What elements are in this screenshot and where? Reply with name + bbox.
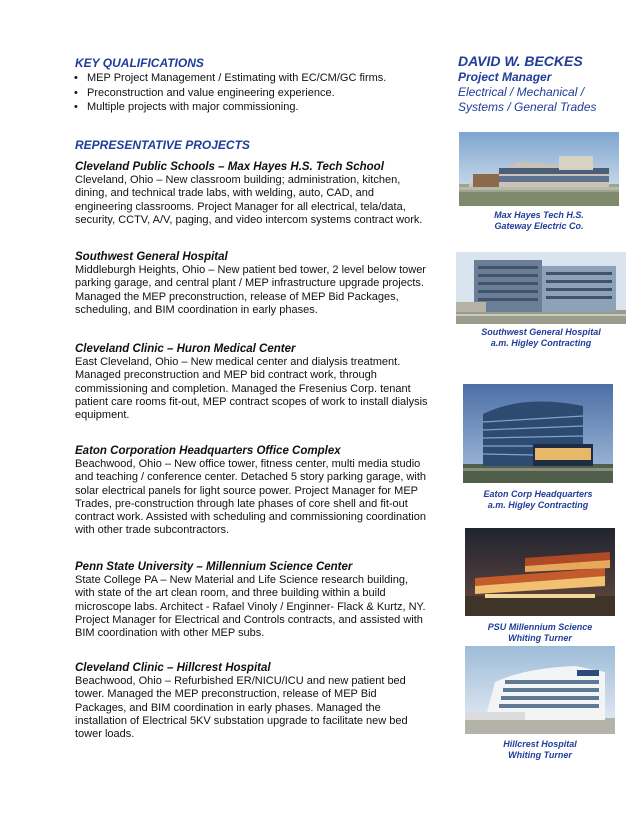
project-line: solar electrical panels for light source power. Project Manager for MEP — [75, 484, 418, 497]
photo-caption — [459, 210, 619, 232]
eaton-headquarters-photo — [463, 384, 613, 483]
caption-line: Southwest General Hospital — [481, 327, 601, 337]
project-line: and teaching / conference center. Detached 5 story parking garage, with — [75, 471, 426, 484]
caption-line: Max Hayes Tech H.S. — [494, 210, 584, 220]
project-line: East Cleveland, Ohio – New medical center and dialysis treatment. — [75, 356, 401, 368]
project-line: with state of the art clean room, and three building within a build — [75, 587, 386, 600]
project-line: parking garage, and central plant / MEP infrastructure upgrade projects. — [75, 277, 424, 290]
project-line: Beachwood, Ohio – New office tower, fitness center, multi media studio — [75, 458, 421, 470]
project-title: Cleveland Clinic – Hillcrest Hospital — [75, 662, 271, 674]
project-title: Cleveland Clinic – Huron Medical Center — [75, 343, 296, 355]
qualification-item: • Multiple projects with major commissioning. — [72, 100, 442, 115]
project-line: Project Manager for Electrical and Controls contracts, and assisted with — [75, 613, 423, 626]
project-entry — [75, 342, 455, 422]
photo-caption — [465, 622, 615, 644]
project-line: BIM coordination with other MEP subs. — [75, 627, 265, 640]
photo-caption — [465, 739, 615, 761]
project-line: engineering classrooms. Project Manager for all electrical, tela/data, — [75, 200, 406, 213]
project-entry — [75, 560, 460, 640]
project-entry — [75, 661, 455, 741]
job-title: Project Manager — [458, 70, 552, 84]
caption-line: Eaton Corp Headquarters — [483, 489, 593, 499]
caption-line: Gateway Electric Co. — [494, 221, 584, 231]
person-name: DAVID W. BECKES — [458, 53, 583, 69]
projects-heading: REPRESENTATIVE PROJECTS — [75, 138, 250, 152]
profile-block — [458, 53, 633, 115]
project-entry — [75, 160, 455, 227]
trades-line-2: Systems / General Trades — [458, 100, 597, 114]
caption-line: a.m. Higley Contracting — [490, 338, 592, 348]
project-line: equipment. — [75, 409, 130, 422]
project-line: installation of Electrical 5KV substation upgrade to facilitate new bed — [75, 714, 408, 727]
qualification-item: • Preconstruction and value engineering experience. — [72, 86, 442, 101]
project-line: Middleburgh Heights, Ohio – New patient bed tower, 2 level below tower — [75, 264, 426, 276]
caption-line: Whiting Turner — [508, 633, 572, 643]
project-title: Eaton Corporation Headquarters Office Complex — [75, 445, 341, 457]
hillcrest-hospital-photo — [465, 646, 615, 734]
qualification-item: • MEP Project Management / Estimating with EC/CM/GC firms. — [72, 71, 442, 86]
qualifications-list — [72, 71, 442, 115]
project-line: State College PA – New Material and Life Science research building, — [75, 574, 409, 586]
project-line: with other trade subcontractors. — [75, 524, 230, 537]
project-entry — [75, 444, 455, 538]
project-line: Cleveland, Ohio – New classroom building; administration, kitchen, — [75, 174, 401, 186]
project-line: tower loads. — [75, 728, 135, 741]
project-line: Trades, pre-construction through late phases of core shell and fit-out — [75, 497, 408, 510]
project-line: microscope labs. Architect - Rafael Vinoly / Enginner- Flack & Kurtz, NY. — [75, 600, 426, 613]
project-title: Penn State University – Millennium Science Center — [75, 561, 353, 573]
project-line: security, CCTV, A/V, paging, and video intercom systems contract work. — [75, 213, 423, 226]
photo-caption — [463, 489, 613, 511]
southwest-general-hospital-photo — [456, 252, 626, 324]
project-line: patient care rooms fit-out, MEP contract scopes of work to install dialysis — [75, 395, 428, 408]
project-entry — [75, 250, 455, 317]
project-line: Managed preconstruction and MEP bid contract work, through — [75, 369, 377, 382]
trades-line-1: Electrical / Mechanical / — [458, 85, 585, 99]
caption-line: Whiting Turner — [508, 750, 572, 760]
caption-line: a.m. Higley Contracting — [487, 500, 589, 510]
photo-caption — [456, 327, 626, 349]
project-line: tower. Managed the MEP preconstruction, release of MEP Bid — [75, 688, 377, 701]
project-title: Cleveland Public Schools – Max Hayes H.S. Tech School — [75, 161, 384, 173]
caption-line: Hillcrest Hospital — [503, 739, 577, 749]
project-line: contract work. Assisted with scheduling and commissioning coordination — [75, 511, 426, 524]
project-line: dining, and technical trade labs, with welding, auto, CAD, and — [75, 187, 375, 200]
project-line: Packages, and BIM coordination in early phases. Managed the — [75, 701, 381, 714]
caption-line: PSU Millennium Science — [487, 622, 593, 632]
qualifications-heading: KEY QUALIFICATIONS — [75, 56, 204, 70]
project-line: Managed the MEP preconstruction, release of MEP Bid Packages, — [75, 290, 399, 303]
project-line: scheduling, and BIM coordination in early phases. — [75, 303, 318, 316]
project-line: commissioning and completion. Managed the Fresenius Corp. tenant — [75, 382, 411, 395]
project-title: Southwest General Hospital — [75, 251, 228, 263]
psu-millennium-science-photo — [465, 528, 615, 616]
max-hayes-school-photo — [459, 132, 619, 206]
project-line: Beachwood, Ohio – Refurbished ER/NICU/ICU and new patient bed — [75, 675, 406, 687]
